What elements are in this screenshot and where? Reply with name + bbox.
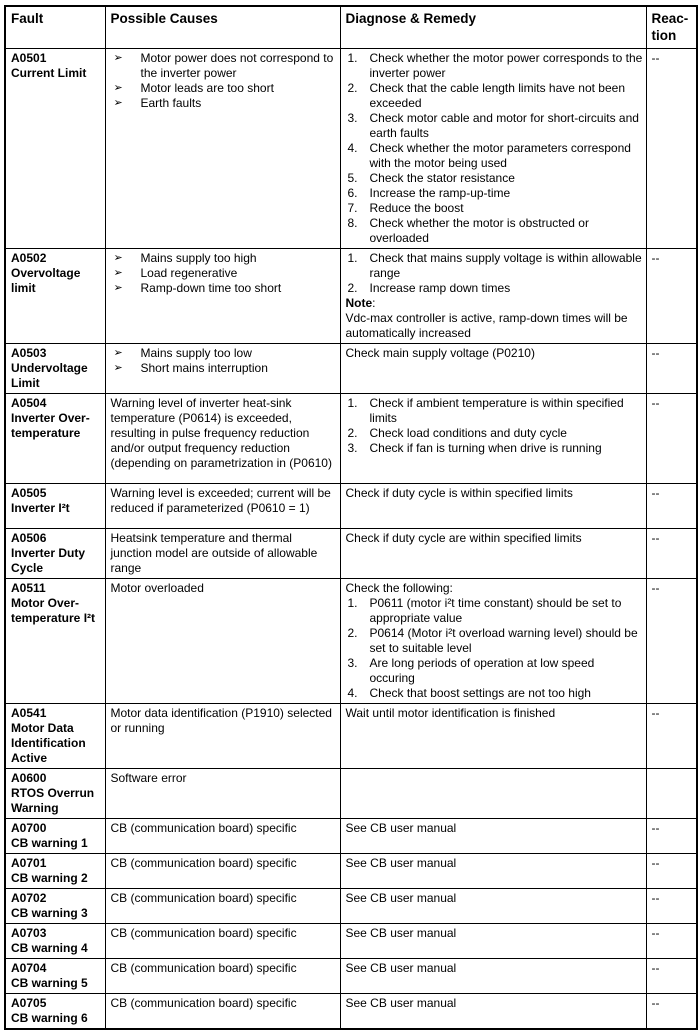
cause-item (111, 266, 337, 281)
arrow-bullet-icon: ➢ (113, 282, 123, 294)
remedy-item (346, 686, 643, 701)
remedy-text: Check if duty cycle is within specified limits (345, 486, 573, 500)
remedy-text: Increase the ramp-up-time (369, 186, 511, 200)
table-row (5, 889, 697, 924)
table-row (5, 959, 697, 994)
reaction-cell (646, 889, 697, 924)
fault-code: A0501 (11, 51, 47, 65)
remedy-cell (340, 889, 646, 924)
remedy-text: Check if fan is turning when drive is running (369, 441, 602, 455)
fault-code: A0503 (11, 346, 47, 360)
remedy-text: Check whether the motor parameters correspond with the motor being used (369, 141, 631, 170)
remedy-text: Check motor cable and motor for short-circuits and earth faults (369, 111, 639, 140)
fault-code: A0506 (11, 531, 47, 545)
cause-text: Mains supply too high (140, 251, 257, 265)
col-header-causes: Possible Causes (105, 6, 340, 49)
cause-item (111, 51, 337, 81)
remedy-text: See CB user manual (345, 961, 457, 975)
cause-text: Load regenerative (140, 266, 238, 280)
fault-code: A0703 (11, 926, 47, 940)
remedy-text: Check if duty cycle are within specified limits (345, 531, 582, 545)
table-row (5, 249, 697, 344)
remedy-text: Check that boost settings are not too high (369, 686, 591, 700)
fault-name: Inverter I²t (11, 501, 70, 515)
arrow-bullet-icon: ➢ (113, 347, 123, 359)
fault-code: A0600 (11, 771, 47, 785)
fault-name: Motor Data Identification Active (11, 721, 86, 765)
fault-name: CB warning 2 (11, 871, 88, 885)
table-row (5, 529, 697, 579)
reaction-cell (646, 249, 697, 344)
remedy-text: See CB user manual (345, 926, 457, 940)
fault-cell (5, 994, 105, 1030)
table-row (5, 994, 697, 1030)
fault-cell (5, 529, 105, 579)
reaction-value: -- (651, 926, 660, 940)
causes-cell (105, 769, 340, 819)
table-body (5, 49, 697, 1030)
list-number: 5. (347, 171, 358, 185)
reaction-value: -- (651, 996, 660, 1010)
remedy-cell (340, 959, 646, 994)
cause-item (111, 361, 337, 376)
list-number: 8. (347, 216, 358, 230)
cause-text: Warning level of inverter heat-sink temperature (P0614) is exceeded, resulting in pulse frequency reduction and/or output frequency reduction (depending on parametrization in (P0610) (110, 396, 332, 470)
fault-name: Inverter Duty Cycle (11, 546, 86, 575)
remedy-cell (340, 924, 646, 959)
remedy-cell (340, 769, 646, 819)
table-row (5, 704, 697, 769)
fault-name: Current Limit (11, 66, 87, 80)
remedy-cell (340, 49, 646, 249)
cause-text: CB (communication board) specific (110, 891, 297, 905)
remedy-cell (340, 704, 646, 769)
remedy-item (346, 51, 643, 81)
fault-cell (5, 579, 105, 704)
remedy-text: Check whether the motor power corresponds to the inverter power (369, 51, 643, 80)
fault-code: A0505 (11, 486, 47, 500)
remedy-item (346, 426, 643, 441)
fault-cell (5, 704, 105, 769)
reaction-cell (646, 484, 697, 529)
fault-cell (5, 344, 105, 394)
causes-cell (105, 394, 340, 484)
fault-cell (5, 924, 105, 959)
list-number: 3. (347, 441, 358, 455)
cause-text: Warning level is exceeded; current will be reduced if parameterized (P0610 = 1) (110, 486, 331, 515)
reaction-cell (646, 959, 697, 994)
fault-cell (5, 484, 105, 529)
fault-table (4, 5, 698, 1030)
reaction-value: -- (651, 486, 660, 500)
table-row (5, 924, 697, 959)
table-row (5, 769, 697, 819)
col-header-fault: Fault (5, 6, 105, 49)
remedy-text: : (372, 296, 376, 310)
fault-name: Inverter Over-temperature (11, 411, 90, 440)
remedy-text: Check load conditions and duty cycle (369, 426, 567, 440)
arrow-bullet-icon: ➢ (113, 362, 123, 374)
col-header-remedy: Diagnose & Remedy (340, 6, 646, 49)
cause-text: Heatsink temperature and thermal junction model are outside of allowable range (110, 531, 318, 575)
remedy-cell (340, 529, 646, 579)
remedy-cell (340, 484, 646, 529)
reaction-value: -- (651, 961, 660, 975)
fault-cell (5, 854, 105, 889)
list-number: 3. (347, 656, 358, 670)
remedy-text: P0614 (Motor i²t overload warning level) should be set to suitable level (369, 626, 638, 655)
table-row (5, 484, 697, 529)
remedy-text: Reduce the boost (369, 201, 464, 215)
causes-cell (105, 854, 340, 889)
list-number: 6. (347, 186, 358, 200)
remedy-item (346, 596, 643, 626)
remedy-item (346, 216, 643, 246)
reaction-cell (646, 394, 697, 484)
reaction-value: -- (651, 396, 660, 410)
cause-text: Earth faults (140, 96, 202, 110)
remedy-text: See CB user manual (345, 891, 457, 905)
remedy-cell (340, 994, 646, 1030)
table-row (5, 854, 697, 889)
remedy-item (346, 281, 643, 296)
remedy-item (346, 656, 643, 686)
remedy-item (346, 171, 643, 186)
remedy-text: Check if ambient temperature is within specified limits (369, 396, 624, 425)
remedy-item (346, 201, 643, 216)
remedy-cell (340, 854, 646, 889)
cause-text: CB (communication board) specific (110, 821, 297, 835)
cause-text: Motor power does not correspond to the inverter power (140, 51, 334, 80)
arrow-bullet-icon: ➢ (113, 252, 123, 264)
reaction-cell (646, 704, 697, 769)
list-number: 1. (347, 51, 358, 65)
remedy-text: Check the stator resistance (369, 171, 515, 185)
col-header-reaction: Reac-tion (646, 6, 697, 49)
fault-cell (5, 769, 105, 819)
arrow-bullet-icon: ➢ (113, 52, 123, 64)
reaction-value: -- (651, 891, 660, 905)
remedy-text: P0611 (motor i²t time constant) should be set to appropriate value (369, 596, 622, 625)
reaction-cell (646, 49, 697, 249)
remedy-text: Check that the cable length limits have not been exceeded (369, 81, 625, 110)
fault-code: A0502 (11, 251, 47, 265)
remedy-item (346, 626, 643, 656)
fault-cell (5, 394, 105, 484)
causes-cell (105, 529, 340, 579)
causes-cell (105, 579, 340, 704)
reaction-cell (646, 344, 697, 394)
reaction-cell (646, 819, 697, 854)
cause-item (111, 251, 337, 266)
fault-code: A0704 (11, 961, 47, 975)
reaction-cell (646, 769, 697, 819)
list-number: 1. (347, 396, 358, 410)
fault-name: RTOS Overrun Warning (11, 786, 95, 815)
remedy-item (346, 396, 643, 426)
cause-text: CB (communication board) specific (110, 961, 297, 975)
reaction-value: -- (651, 706, 660, 720)
remedy-text: Check that mains supply voltage is within allowable range (369, 251, 642, 280)
list-number: 1. (347, 596, 358, 610)
fault-cell (5, 889, 105, 924)
remedy-text: Are long periods of operation at low speed occuring (369, 656, 595, 685)
reaction-value: -- (651, 856, 660, 870)
reaction-value: -- (651, 531, 660, 545)
cause-text: Short mains interruption (140, 361, 268, 375)
cause-text: Motor leads are too short (140, 81, 274, 95)
reaction-cell (646, 994, 697, 1030)
remedy-text: Check whether the motor is obstructed or overloaded (369, 216, 589, 245)
cause-text: Motor data identification (P1910) selected or running (110, 706, 332, 735)
fault-cell (5, 959, 105, 994)
list-number: 7. (347, 201, 358, 215)
remedy-cell (340, 579, 646, 704)
fault-cell (5, 819, 105, 854)
fault-cell (5, 249, 105, 344)
arrow-bullet-icon: ➢ (113, 82, 123, 94)
cause-text: Software error (110, 771, 187, 785)
table-row (5, 49, 697, 249)
causes-cell (105, 819, 340, 854)
remedy-text: Increase ramp down times (369, 281, 511, 295)
cause-text: Mains supply too low (140, 346, 252, 360)
remedy-cell (340, 344, 646, 394)
causes-cell (105, 994, 340, 1030)
list-number: 3. (347, 111, 358, 125)
cause-item (111, 81, 337, 96)
remedy-text: Check main supply voltage (P0210) (345, 346, 535, 360)
remedy-text: See CB user manual (345, 856, 457, 870)
list-number: 2. (347, 626, 358, 640)
remedy-cell (340, 394, 646, 484)
reaction-value: -- (651, 581, 660, 595)
remedy-note (346, 296, 643, 311)
causes-cell (105, 959, 340, 994)
fault-name: Undervoltage Limit (11, 361, 88, 390)
fault-name: CB warning 6 (11, 1011, 88, 1025)
list-number: 4. (347, 686, 358, 700)
fault-name: CB warning 5 (11, 976, 88, 990)
arrow-bullet-icon: ➢ (113, 97, 123, 109)
fault-name: CB warning 1 (11, 836, 88, 850)
note-label: Note (345, 296, 373, 310)
fault-code: A0702 (11, 891, 47, 905)
table-row (5, 579, 697, 704)
fault-code: A0504 (11, 396, 47, 410)
remedy-item (346, 111, 643, 141)
fault-name: CB warning 3 (11, 906, 88, 920)
reaction-value: -- (651, 251, 660, 265)
cause-item (111, 346, 337, 361)
causes-cell (105, 49, 340, 249)
fault-code: A0705 (11, 996, 47, 1010)
remedy-cell (340, 249, 646, 344)
fault-cell (5, 49, 105, 249)
remedy-text: Wait until motor identification is finished (345, 706, 556, 720)
causes-cell (105, 249, 340, 344)
fault-code: A0541 (11, 706, 47, 720)
list-number: 1. (347, 251, 358, 265)
fault-code: A0511 (11, 581, 46, 595)
fault-name: Overvoltage limit (11, 266, 81, 295)
remedy-item (346, 441, 643, 456)
cause-item (111, 96, 337, 111)
reaction-value: -- (651, 51, 660, 65)
fault-name: Motor Over-temperature I²t (11, 596, 96, 625)
arrow-bullet-icon: ➢ (113, 267, 123, 279)
reaction-cell (646, 854, 697, 889)
reaction-cell (646, 924, 697, 959)
table-row (5, 394, 697, 484)
reaction-value: -- (651, 821, 660, 835)
table-row (5, 819, 697, 854)
remedy-item (346, 186, 643, 201)
cause-text: Ramp-down time too short (140, 281, 282, 295)
remedy-text: Check the following: (345, 581, 453, 595)
fault-name: CB warning 4 (11, 941, 88, 955)
list-number: 2. (347, 281, 358, 295)
header-row (5, 6, 697, 49)
remedy-text: Vdc-max controller is active, ramp-down times will be automatically increased (345, 311, 628, 340)
reaction-cell (646, 579, 697, 704)
causes-cell (105, 889, 340, 924)
cause-text: CB (communication board) specific (110, 996, 297, 1010)
remedy-item (346, 81, 643, 111)
remedy-text: See CB user manual (345, 996, 457, 1010)
fault-code: A0700 (11, 821, 47, 835)
fault-code: A0701 (11, 856, 47, 870)
cause-item (111, 281, 337, 296)
remedy-item (346, 141, 643, 171)
remedy-cell (340, 819, 646, 854)
reaction-cell (646, 529, 697, 579)
causes-cell (105, 704, 340, 769)
list-number: 2. (347, 426, 358, 440)
remedy-item (346, 251, 643, 281)
remedy-text: See CB user manual (345, 821, 457, 835)
cause-text: CB (communication board) specific (110, 856, 297, 870)
cause-text: CB (communication board) specific (110, 926, 297, 940)
table-row (5, 344, 697, 394)
list-number: 4. (347, 141, 358, 155)
causes-cell (105, 924, 340, 959)
causes-cell (105, 484, 340, 529)
causes-cell (105, 344, 340, 394)
cause-text: Motor overloaded (110, 581, 204, 595)
list-number: 2. (347, 81, 358, 95)
reaction-value: -- (651, 346, 660, 360)
